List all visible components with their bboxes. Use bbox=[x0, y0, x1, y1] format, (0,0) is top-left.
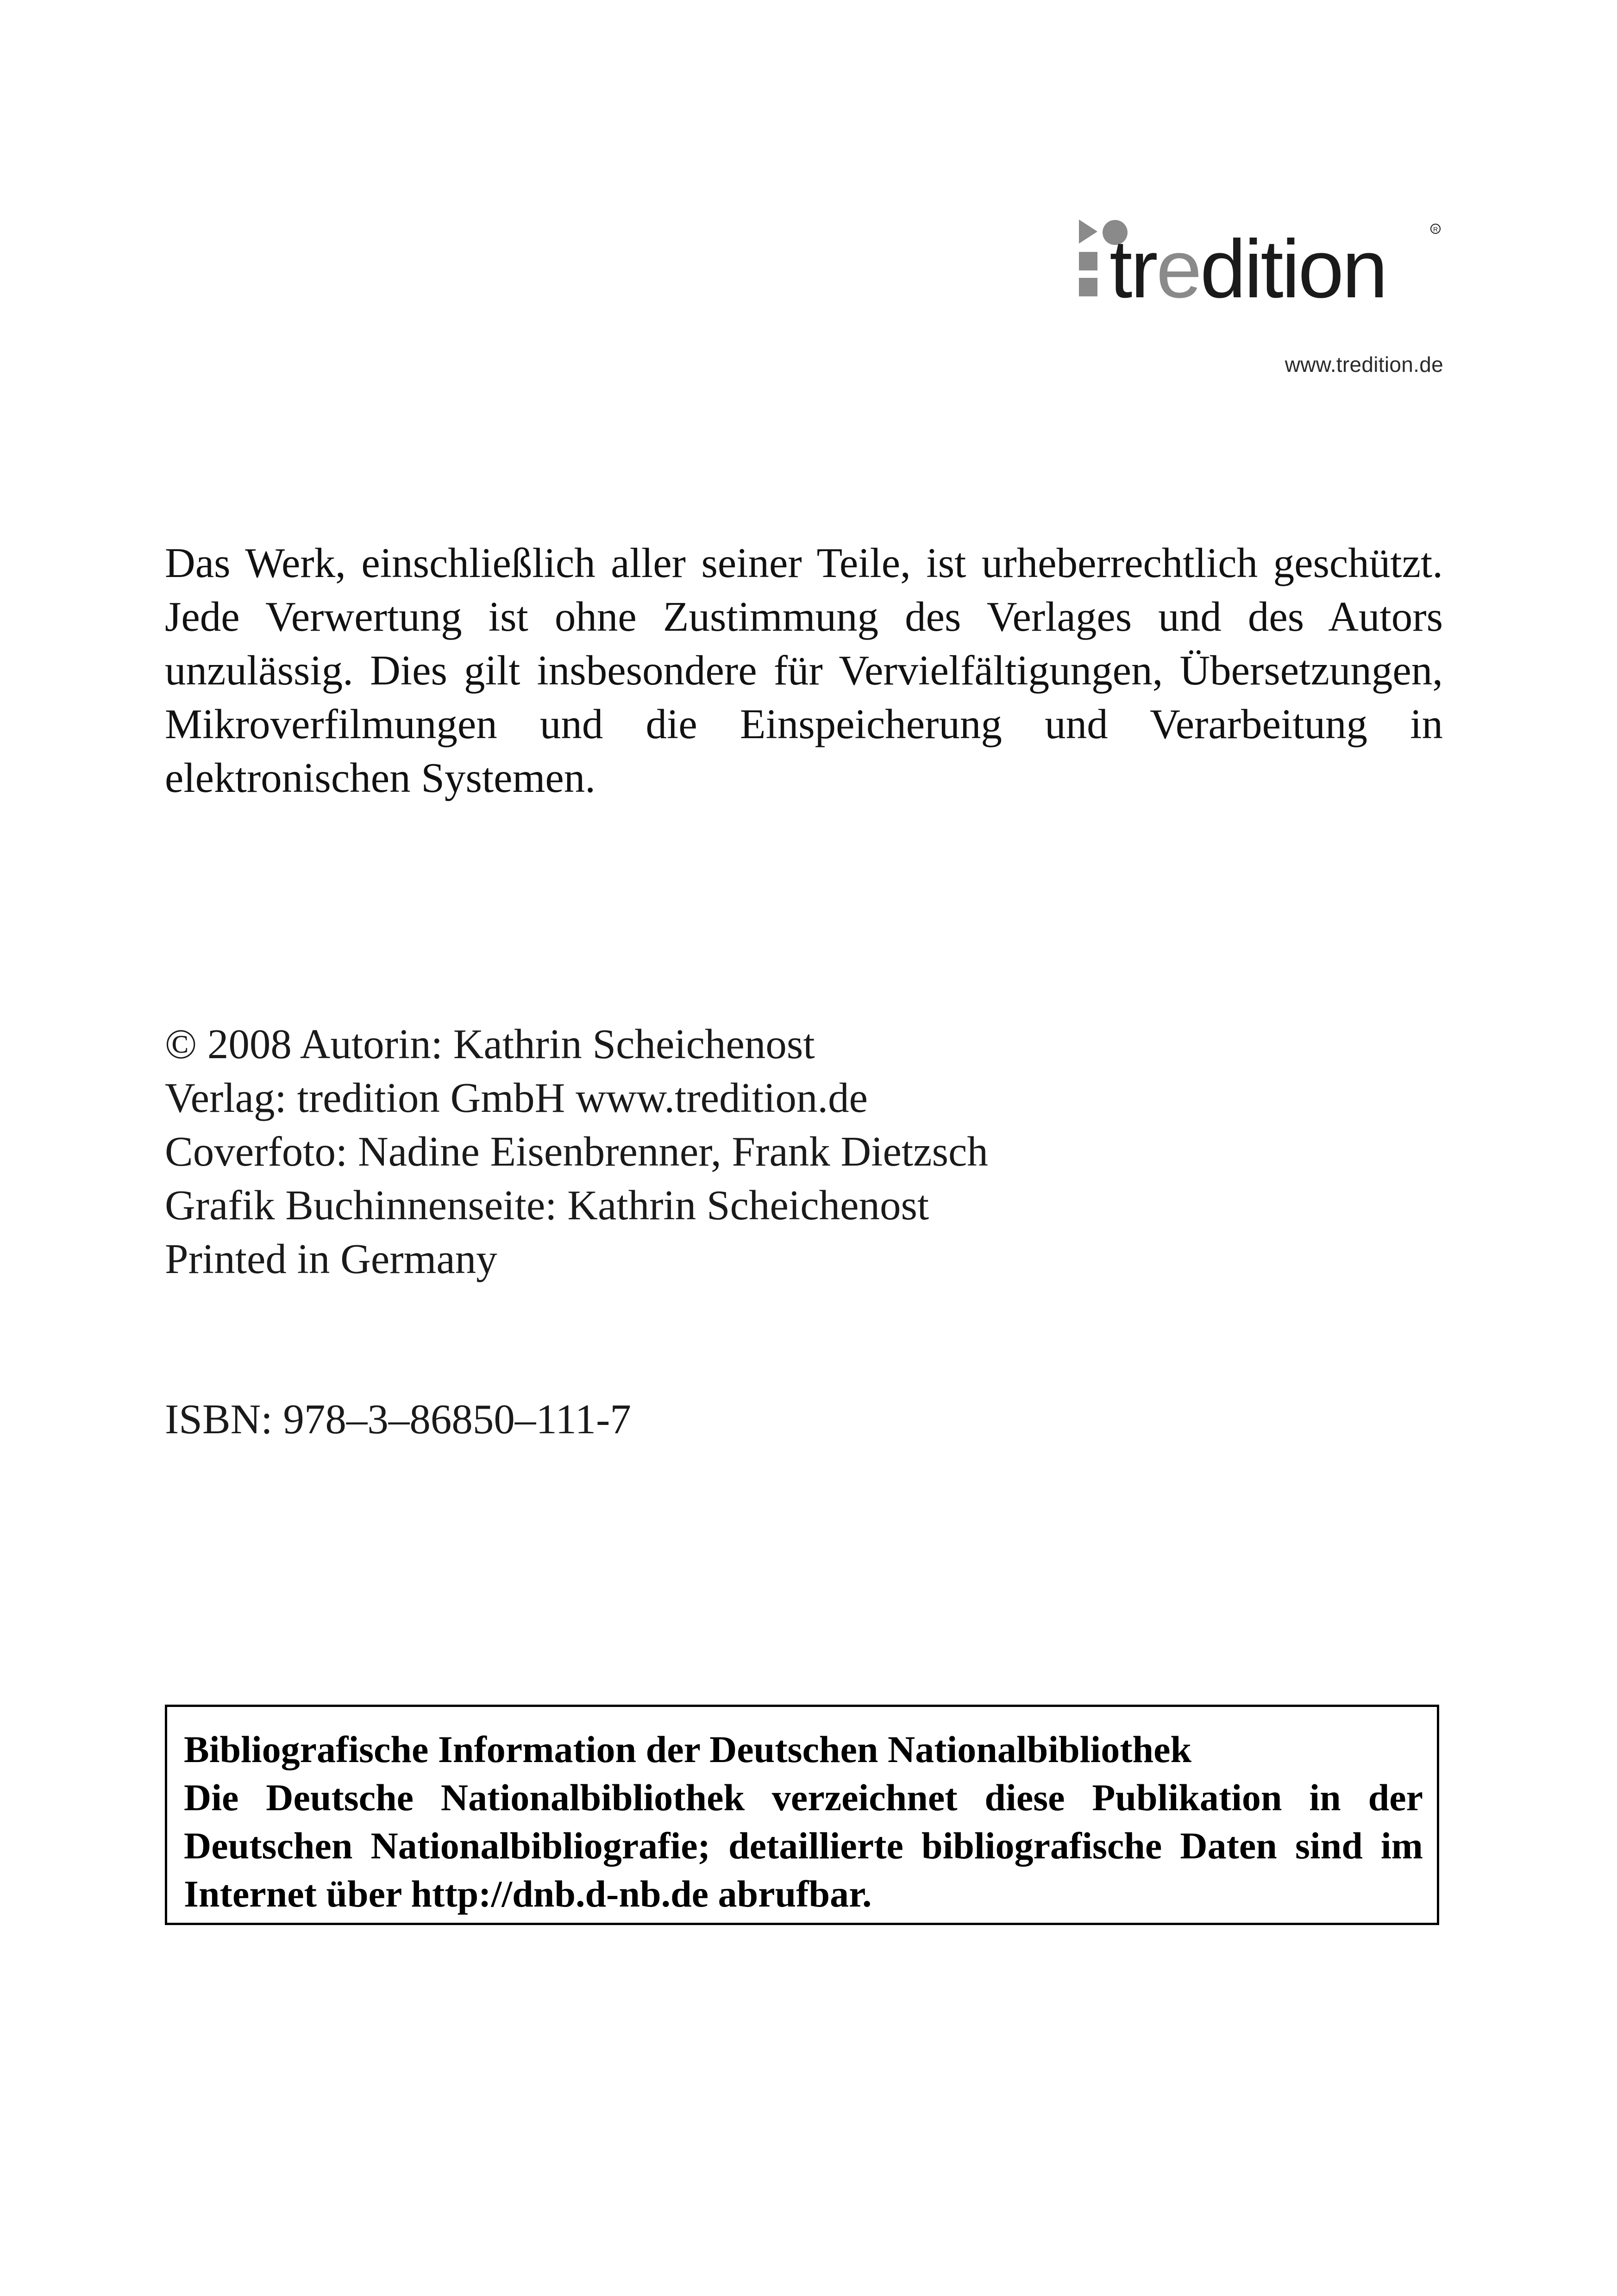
tredition-logo bbox=[1073, 218, 1444, 320]
bibliographic-info-box bbox=[165, 1705, 1439, 1925]
credit-cover-photo: Coverfoto: Nadine Eisenbrenner, Frank Dietzsch bbox=[165, 1128, 988, 1175]
svg-text:tredition: tredition bbox=[1109, 223, 1386, 315]
bibliographic-title: Bibliografische Information der Deutschen Nationalbibliothek bbox=[184, 1728, 1192, 1770]
copyright-notice: Das Werk, einschließlich aller seiner Teile, ist urheberrechtlich geschützt. Jede Verwertung ist ohne Zustimmung des Verlages und des Autors unzulässig. Dies gilt insbesondere für Vervielfältigungen, Übersetzungen, Mikroverfilmungen und die Einspeicherung und Verarbeitung in elektronischen Systemen. bbox=[165, 539, 1443, 801]
logo-square-icon bbox=[1079, 252, 1097, 270]
credit-publisher: Verlag: tredition GmbH www.tredition.de bbox=[165, 1074, 868, 1121]
publisher-url[interactable]: www.tredition.de bbox=[1285, 352, 1443, 376]
logo-small-square-icon bbox=[1079, 278, 1097, 296]
credit-printed: Printed in Germany bbox=[165, 1236, 497, 1282]
bibliographic-body: Die Deutsche Nationalbibliothek verzeichnet diese Publikation in der Deutschen Nationalbibliografie; detaillierte bibliografische Daten sind im Internet über http://dnb.d-nb.de abrufbar. bbox=[184, 1776, 1423, 1915]
credit-graphics: Grafik Buchinnenseite: Kathrin Scheichenost bbox=[165, 1182, 929, 1229]
svg-text:R: R bbox=[1433, 226, 1438, 233]
credits-block bbox=[165, 1017, 988, 1286]
logo-triangle-icon bbox=[1079, 220, 1097, 244]
isbn: ISBN: 978–3–86850–111-7 bbox=[165, 1396, 631, 1443]
credit-author: © 2008 Autorin: Kathrin Scheichenost bbox=[165, 1021, 815, 1067]
